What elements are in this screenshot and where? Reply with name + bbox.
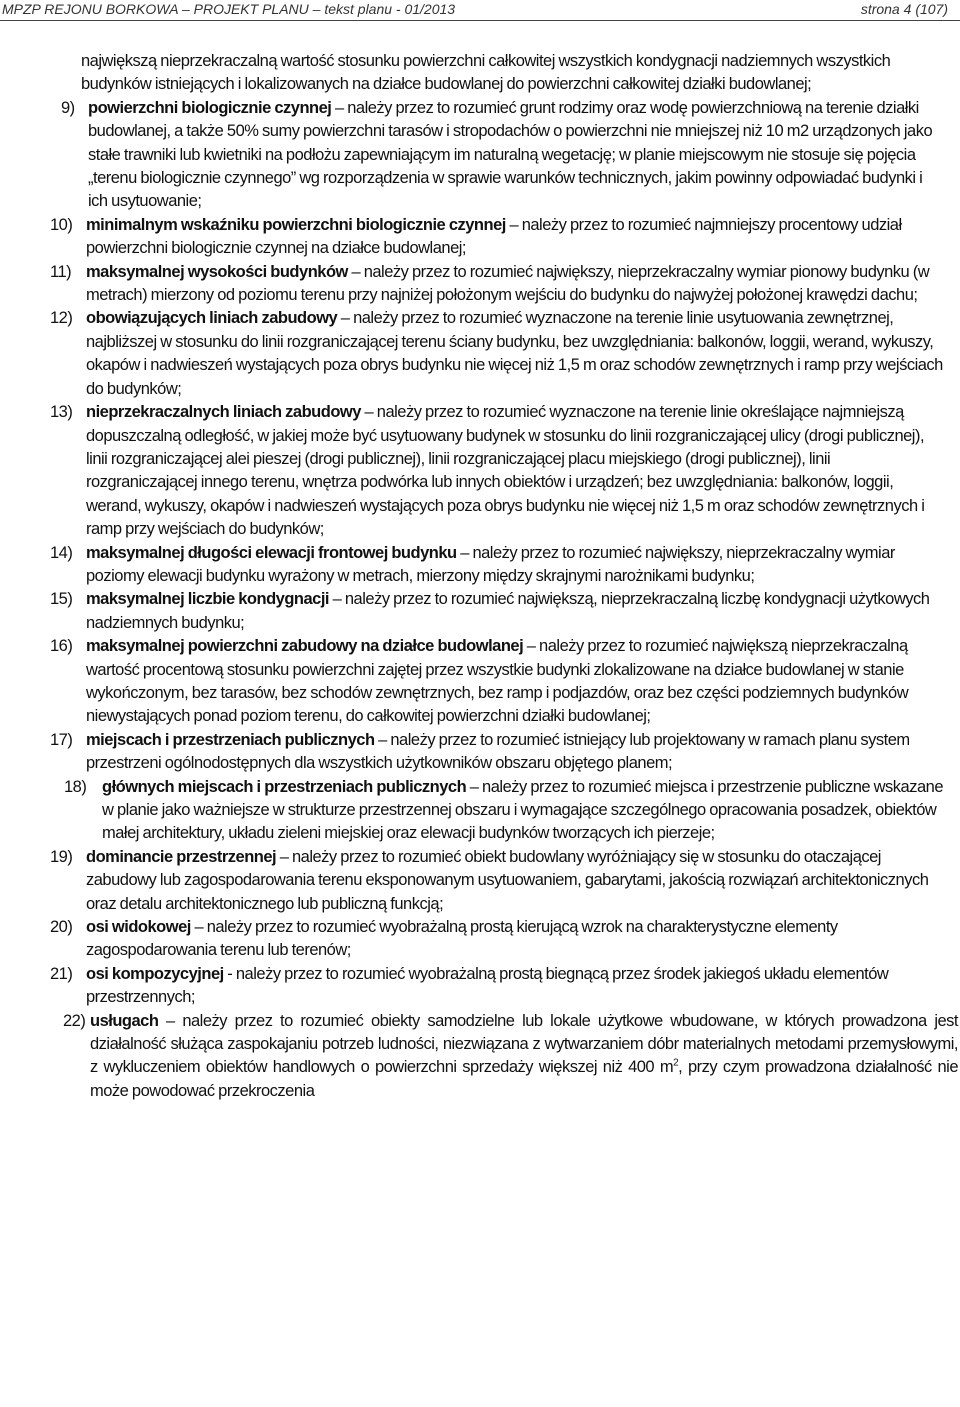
definition-item <box>50 963 944 1010</box>
item-text: – należy przez to rozumieć miejsca i przestrzenie publiczne wskazane w planie jako ważniejsze w strukturze przestrzennej obszaru i wymagające szczególnego opracowania posadzek, obiektów małej architektury, układu zieleni miejskiej oraz elewacji budynków tworzących ich pierzeje; <box>102 777 944 843</box>
definition-item <box>50 846 944 916</box>
item-number: 11) <box>50 262 72 281</box>
item-text: – należy przez to rozumieć największy, nieprzekraczalny wymiar poziomy elewacji budynku wyrażony w metrach, mierzony między skrajnymi narożnikami budynku; <box>86 543 895 585</box>
header-page-indicator <box>861 1 948 17</box>
item-term: dominancie przestrzennej <box>86 847 277 866</box>
item-text: – należy przez to rozumieć największą nieprzekraczalną wartość procentową stosunku powierzchni zajętej przez wszystkie budynki zlokalizowane na działce budowlanej w stanie wykończonym, bez tarasów, bez schodów zewnętrznych, bez ramp i podjazdów, oraz bez części podziemnych budynków niewystających ponad poziom terenu, do całkowitej powierzchni działki budowlanej; <box>86 637 909 726</box>
definition-item <box>63 1010 959 1104</box>
item-text: – należy przez to rozumieć największy, nieprzekraczalny wymiar pionowy budynku (w metrach) mierzony od poziomu terenu przy najniżej położonym wejściu do budynku do najwyżej położonej krawędzi dachu; <box>86 262 930 305</box>
item-term: maksymalnej wysokości budynków <box>86 262 348 281</box>
item-text: – należy przez to rozumieć istniejący lub projektowany w ramach planu system przestrzeni ogólnodostępnych dla wszystkich użytkowników obszaru objętego planem; <box>86 730 910 773</box>
item-term: głównych miejscach i przestrzeniach publicznych <box>102 777 467 796</box>
item-term: osi widokowej <box>86 918 191 937</box>
item-term: powierzchni biologicznie czynnej <box>88 98 332 117</box>
item-text: – należy przez to rozumieć obiekt budowlany wyróżniający się w stosunku do otaczającej zabudowy lub zagospodarowania terenu eksponowanym usytuowaniem, gabarytami, jakością rozwiązań architektonicznych oraz detalu architektonicznego lub publiczną funkcją; <box>86 847 929 913</box>
item-term: usługach <box>90 1011 159 1030</box>
item-text: – należy przez to rozumieć wyobrażalną prostą kierującą wzrok na charakterystyczne elementy zagospodarowania terenu lub terenów; <box>86 918 838 960</box>
item-term: osi kompozycyjnej <box>86 964 224 983</box>
item-term: obowiązujących liniach zabudowy <box>86 309 338 328</box>
item-text: – należy przez to rozumieć wyznaczone na terenie linie określające najmniejszą dopuszczalną odległość, w jakiej może być usytuowany budynek w stosunku do linii rozgraniczającej ulicy (drogi publicznej), linii rozgraniczającej alei pieszej (drogi publicznej), linii rozgraniczającej placu miejskiego (drogi publicznej), linii rozgraniczającej innego terenu, wnętrza podwórka lub innych obiektów i urządzeń; bez uwzględniania: balkonów, loggii, werand, wykuszy, okapów i nadwieszeń wystających poza obrys budynku nie więcej niż 1,5 m oraz schodów zewnętrznych i ramp przy wejściach do budynków; <box>86 403 925 539</box>
definition-item <box>61 97 944 214</box>
item-term: maksymalnej liczbie kondygnacji <box>86 590 330 609</box>
page-total: (107) <box>915 1 948 17</box>
page-header <box>0 0 960 22</box>
item-number: 9) <box>61 98 75 117</box>
page-number: 4 <box>903 1 912 17</box>
item-term: minimalnym wskaźniku powierzchni biologicznie czynnej <box>86 215 506 234</box>
item-text: - należy przez to rozumieć wyobrażalną prostą biegnącą przez środek jakiegoś układu elementów przestrzennych; <box>86 964 889 1007</box>
definition-item <box>50 635 944 729</box>
item-term: maksymalnej długości elewacji frontowej budynku <box>86 543 457 562</box>
definition-item <box>50 214 944 261</box>
item-text: – należy przez to rozumieć największą, nieprzekraczalną liczbę kondygnacji użytkowych nadziemnych budynku; <box>86 590 930 632</box>
definition-item <box>64 776 944 846</box>
header-rule <box>0 20 960 21</box>
item-number: 18) <box>64 777 87 796</box>
definition-item <box>50 261 944 308</box>
item-term: nieprzekraczalnych liniach zabudowy <box>86 403 361 422</box>
item-number: 14) <box>50 543 73 562</box>
item-number: 10) <box>50 215 73 234</box>
item-term: maksymalnej powierzchni zabudowy na działce budowlanej <box>86 637 524 656</box>
item-number: 12) <box>50 309 73 328</box>
item-text: – należy przez to rozumieć najmniejszy procentowy udział powierzchni biologicznie czynnej na działce budowlanej; <box>86 215 902 258</box>
item-number: 22) <box>63 1011 86 1030</box>
item-text: – należy przez to rozumieć grunt rodzimy oraz wodę powierzchniową na terenie działki budowlanej, a także 50% sumy powierzchni tarasów i stropodachów o powierzchni nie mniejszej niż 10 m2 urządzonych jako stałe trawniki lub kwietniki na podłożu zapewniającym im naturalną wegetację; w planie miejscowym nie stosuje się pojęcia „terenu biologicznie czynnego” wg rozporządzenia w sprawie warunków technicznych, jakim powinny odpowiadać budynki i ich usytuowanie; <box>88 98 933 211</box>
superscript: 2 <box>673 1057 679 1069</box>
item-text: – należy przez to rozumieć wyznaczone na terenie linie usytuowania zewnętrznej, najbliższej w stosunku do linii rozgraniczającej terenu ściany budynku, bez uwzględniania: balkonów, loggii, werand, wykuszy, okapów i nadwieszeń wystających poza obrys budynku nie więcej niż 1,5 m oraz schodów zewnętrznych i ramp przy wejściach do budynków; <box>86 309 943 398</box>
definition-item <box>50 916 944 963</box>
header-document-title: MPZP REJONU BORKOWA – PROJEKT PLANU – tekst planu - 01/2013 <box>2 1 456 17</box>
definition-item <box>50 729 944 776</box>
item-text: – należy przez to rozumieć obiekty samodzielne lub lokale użytkowe wbudowane, w których prowadzona jest działalność służąca zaspokajaniu potrzeb ludności, niezwiązana z wytwarzaniem dóbr materialnych metodami przemysłowymi, z wykluczeniem obiektów handlowych o powierzchni sprzedaży większej niż 400 m <box>90 1011 958 1077</box>
item-number: 20) <box>50 918 73 937</box>
intro-paragraph: największą nieprzekraczalną wartość stosunku powierzchni całkowitej wszystkich kondygnacji nadziemnych wszystkich budynków istniejących i lokalizowanych na działce budowlanej do powierzchni całkowitej działki budowlanej; <box>81 52 891 94</box>
item-number: 15) <box>50 590 73 609</box>
item-text-tail: , przy czym prowadzona działalność nie może powodować przekroczenia <box>90 1058 959 1100</box>
document-body <box>0 50 960 1103</box>
definition-item <box>50 307 944 401</box>
item-number: 21) <box>50 964 73 983</box>
item-number: 13) <box>50 403 73 422</box>
definition-item <box>50 401 944 541</box>
page-label: strona <box>860 1 904 17</box>
definition-item <box>50 542 944 589</box>
item-number: 16) <box>50 637 73 656</box>
item-term: miejscach i przestrzeniach publicznych <box>86 730 375 749</box>
item-number: 17) <box>50 730 73 749</box>
item-number: 19) <box>50 847 73 866</box>
definition-item <box>50 588 944 635</box>
